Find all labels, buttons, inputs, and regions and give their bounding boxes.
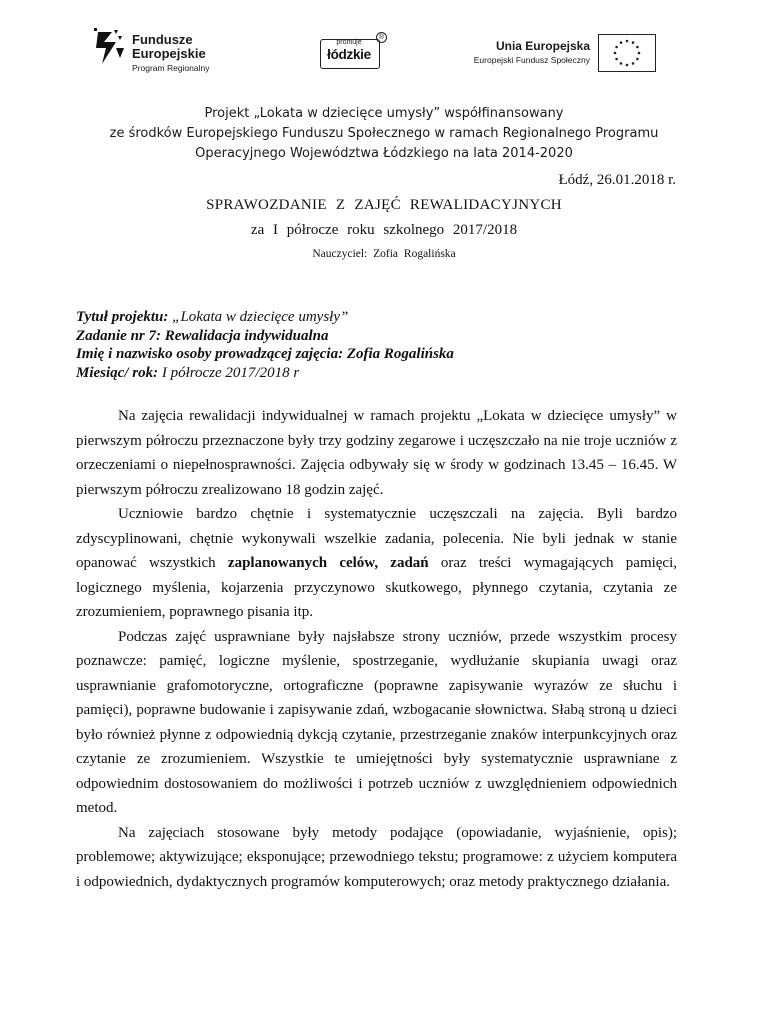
report-body bbox=[76, 404, 677, 894]
eu-star-icon bbox=[636, 46, 639, 49]
eu-star-icon bbox=[632, 62, 635, 65]
paragraph-1: Na zajęcia rewalidacji indywidualnej w ramach projektu „Lokata w dziecięce umysły” w pierwszym półroczu przeznaczone były trzy godziny zegarowe i uczęszczało na nie troje uczniów z orzeczeniami o niepełnosprawności. Zajęcia odbywały się w środy w godzinach 13.45 – 16.45. W pierwszym półroczu zrealizowano 18 godzin zajęć. bbox=[76, 408, 677, 498]
paragraph-2-bold: zaplanowanych celów, zadań bbox=[227, 555, 429, 571]
meta-month-label: Miesiąc/ rok: bbox=[76, 364, 159, 381]
fe-line1: Fundusze bbox=[132, 32, 193, 47]
paragraph-4: Na zajęciach stosowane były metody podające (opowiadanie, wyjaśnienie, opis); problemowe; aktywizujące; eksponujące; przewodniego tekstu; programowe: z użyciem komputera i odpowiednich, dydaktycznych programów komputerowych; oraz metody praktycznego działania. bbox=[76, 824, 677, 890]
paragraph-2-start: Uczniowie bardzo chętnie i systematycznie uczęszczali na zajęcia. Byli bardzo zdyscyplinowani, chętnie wykonywali wszelkie zadania, polecenia. Nie byli jednak w stanie opanować wszystkich bbox=[76, 506, 677, 571]
eu-star-icon bbox=[626, 40, 629, 43]
meta-project-value: „Lokata w dziecięce umysły” bbox=[168, 309, 349, 325]
header-line-1: Projekt „Lokata w dziecięce umysły” współfinansowany bbox=[204, 106, 564, 121]
header-line-3: Operacyjnego Województwa Łódzkiego na lata 2014-2020 bbox=[195, 146, 573, 161]
header-line-2: ze środków Europejskiego Funduszu Społecznego w ramach Regionalnego Programu bbox=[109, 126, 659, 141]
project-meta bbox=[76, 308, 696, 382]
meta-month-value: I półrocze 2017/2018 r bbox=[158, 364, 300, 381]
meta-project-label: Tytuł projektu: bbox=[76, 309, 169, 325]
eu-flag-icon bbox=[598, 34, 656, 72]
document-subtitle: za I półrocze roku szkolnego 2017/2018 bbox=[250, 222, 518, 238]
eu-star-icon bbox=[626, 64, 629, 67]
document-title: SPRAWOZDANIE Z ZAJĘĆ REWALIDACYJNYCH bbox=[206, 197, 562, 213]
meta-person bbox=[76, 345, 696, 364]
eu-star-icon bbox=[638, 52, 641, 55]
meta-person-label: Imię i nazwisko osoby prowadzącej zajęcia: Zofia Rogalińska bbox=[76, 346, 454, 362]
document-date: Łódź, 26.01.2018 r. bbox=[558, 172, 676, 188]
paragraph-2-end: oraz treści wymagających pamięci, logicznego myślenia, kojarzenia przyczynowo skutkowego, płynnego czytania, czytania ze zrozumieniem, poprawnego pisania itp. bbox=[76, 555, 678, 620]
paragraph-2 bbox=[76, 502, 677, 625]
eu-star-icon bbox=[615, 58, 618, 61]
eu-star-icon bbox=[620, 62, 623, 65]
eu-star-icon bbox=[636, 58, 639, 61]
ue-line2: Europejski Fundusz Społeczny bbox=[473, 55, 590, 65]
meta-project bbox=[76, 308, 696, 327]
ue-line1: Unia Europejska bbox=[495, 39, 590, 53]
fe-line2: Europejskie bbox=[132, 46, 206, 61]
lodz-small-text: promuje bbox=[336, 39, 362, 46]
lodz-big-text: łódzkie bbox=[327, 47, 371, 62]
unia-europejska-logo bbox=[470, 34, 660, 74]
meta-task bbox=[76, 327, 696, 346]
eu-star-icon bbox=[620, 41, 623, 44]
eu-star-icon bbox=[615, 46, 618, 49]
meta-month bbox=[76, 364, 696, 383]
promuje-lodzkie-logo bbox=[320, 36, 386, 70]
eu-star-icon bbox=[614, 52, 617, 55]
fe-line3: Program Regionalny bbox=[132, 63, 210, 73]
teacher-line: Nauczyciel: Zofia Rogalińska bbox=[312, 248, 456, 260]
meta-task-label: Zadanie nr 7: Rewalidacja indywidualna bbox=[76, 327, 329, 344]
eu-star-icon bbox=[632, 41, 635, 44]
registered-mark: ® bbox=[376, 32, 387, 43]
project-header bbox=[0, 104, 768, 164]
fe-emblem-icon bbox=[94, 28, 126, 68]
fundusze-europejskie-logo bbox=[94, 26, 234, 74]
paragraph-3: Podczas zajęć usprawniane były najsłabsze strony uczniów, przede wszystkim procesy poznawcze: pamięć, logiczne myślenie, spostrzeganie, wydłużanie skupiania uwagi oraz usprawnianie grafomotoryczne, ortograficzne (poprawne zapisywanie wyrazów ze słuchu i pamięci), poprawne budowanie i zapisywanie zdań, wzbogacanie słownictwa. Słabą stroną u dzieci było również płynne z odpowiednią dykcją czytanie, przestrzeganie znaków interpunkcyjnych oraz czytanie ze zrozumieniem. Wszystkie te umiejętności były systematycznie usprawniane z odpowiednim dostosowaniem do możliwości i potrzeb uczniów z uwzględnieniem odpowiednich metod. bbox=[76, 628, 677, 816]
